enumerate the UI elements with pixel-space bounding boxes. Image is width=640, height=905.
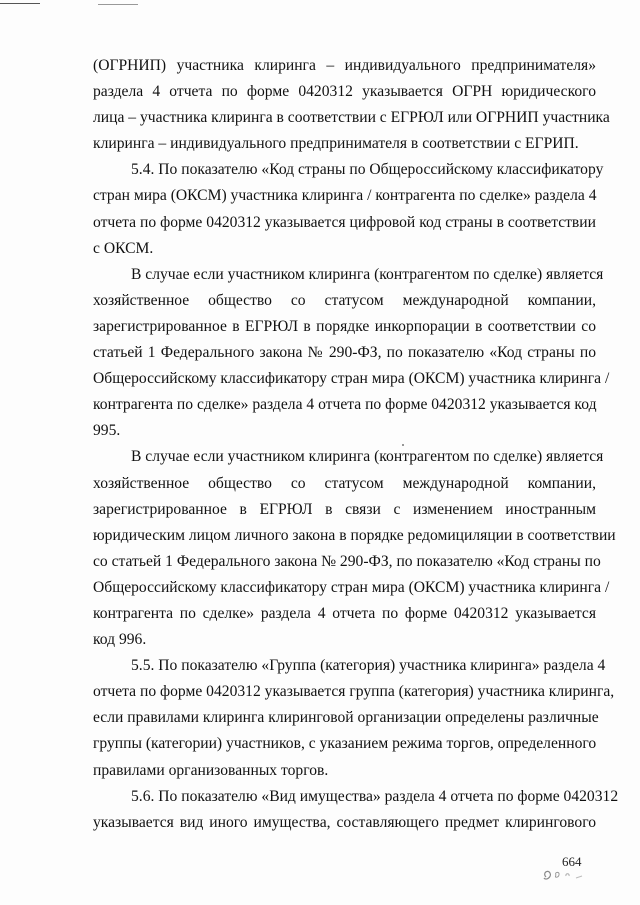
text-line: хозяйственное общество со статусом международной компании, bbox=[93, 291, 596, 309]
text-line: хозяйственное общество со статусом международной компании, bbox=[93, 474, 596, 492]
text-line: правилами организованных торгов. bbox=[93, 761, 329, 779]
text-line: В случае если участником клиринга (контрагентом по сделке) является bbox=[131, 265, 604, 283]
paragraph-5-5 bbox=[93, 653, 615, 783]
text-line: Общероссийскому классификатору стран мира (ОКСМ) участника клиринга / bbox=[93, 370, 610, 388]
text-line: с ОКСМ. bbox=[93, 239, 154, 257]
text-line: Общероссийскому классификатору стран мира (ОКСМ) участника клиринга / bbox=[93, 578, 610, 596]
page-number: 664 bbox=[562, 854, 582, 869]
document-body bbox=[93, 53, 619, 836]
text-line: юридическим лицом личного закона в порядке редомициляции в соответствии bbox=[93, 526, 616, 544]
text-line: код 996. bbox=[93, 631, 147, 649]
scan-edge-mark bbox=[98, 4, 138, 5]
text-line: группы (категории) участников, с указанием режима торгов, определенного bbox=[93, 735, 597, 753]
paragraph-code-996 bbox=[93, 444, 616, 653]
text-line: стран мира (ОКСМ) участника клиринга / контрагента по сделке» раздела 4 bbox=[93, 187, 597, 205]
scan-speck bbox=[402, 444, 404, 446]
text-line: 995. bbox=[93, 422, 121, 440]
text-line: (ОГРНИП) участника клиринга – индивидуального предпринимателя» bbox=[93, 57, 596, 74]
paragraph-code-995 bbox=[93, 262, 610, 445]
text-line: указывается вид иного имущества, составляющего предмет клирингового bbox=[93, 813, 596, 831]
handwritten-mark-icon bbox=[540, 863, 590, 885]
text-line: отчета по форме 0420312 указывается цифровой код страны в соответствии bbox=[93, 213, 596, 231]
text-line: 5.6. По показателю «Вид имущества» раздела 4 отчета по форме 0420312 bbox=[131, 787, 619, 805]
text-line: зарегистрированное в ЕГРЮЛ в связи с изменением иностранным bbox=[93, 500, 596, 518]
text-line: со статьей 1 Федерального закона № 290-ФЗ, по показателю «Код страны по bbox=[93, 552, 601, 570]
text-line: статьей 1 Федерального закона № 290-ФЗ, по показателю «Код страны по bbox=[93, 344, 596, 362]
text-line: зарегистрированное в ЕГРЮЛ в порядке инкорпорации в соответствии со bbox=[93, 317, 596, 335]
scan-edge-mark bbox=[0, 3, 40, 4]
text-line: 5.5. По показателю «Группа (категория) участника клиринга» раздела 4 bbox=[131, 657, 606, 675]
paragraph-ogrnip bbox=[93, 53, 610, 157]
text-line: если правилами клиринга клиринговой организации определены различные bbox=[93, 709, 599, 727]
text-line: отчета по форме 0420312 указывается группа (категория) участника клиринга, bbox=[93, 683, 615, 701]
text-line: контрагента по сделке» раздела 4 отчета по форме 0420312 указывается код bbox=[93, 396, 597, 414]
paragraph-5-4 bbox=[93, 157, 604, 261]
text-line: раздела 4 отчета по форме 0420312 указывается ОГРН юридического bbox=[93, 83, 596, 101]
text-line: 5.4. По показателю «Код страны по Общероссийскому классификатору bbox=[131, 161, 604, 179]
text-line: лица – участника клиринга в соответствии с ЕГРЮЛ или ОГРНИП участника bbox=[93, 109, 610, 127]
text-line: клиринга – индивидуального предпринимателя в соответствии с ЕГРИП. bbox=[93, 135, 579, 153]
text-line: В случае если участником клиринга (контрагентом по сделке) является bbox=[131, 448, 604, 466]
paragraph-5-6 bbox=[93, 784, 619, 836]
text-line: контрагента по сделке» раздела 4 отчета по форме 0420312 указывается bbox=[93, 604, 596, 622]
